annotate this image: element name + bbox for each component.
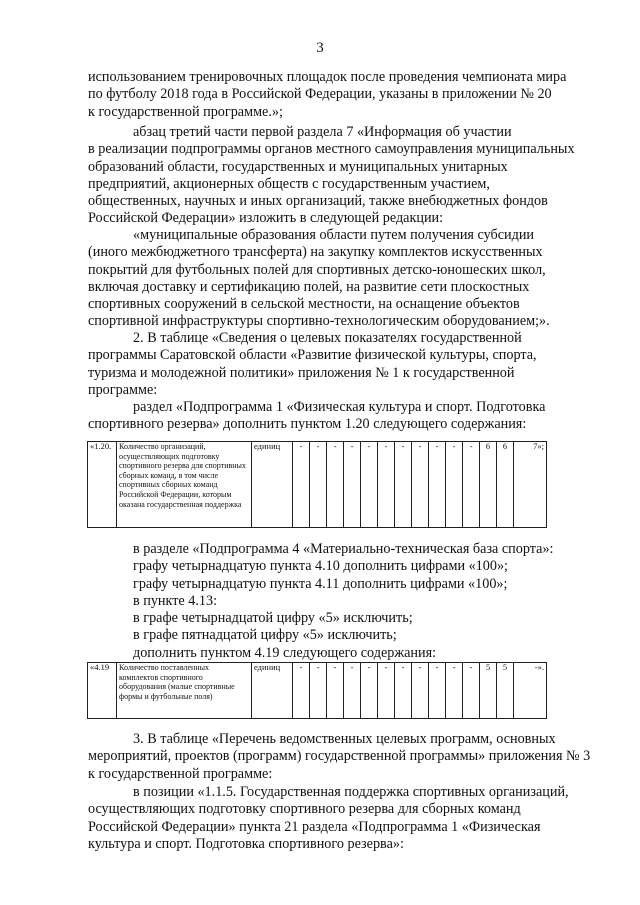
table-cell: - [463, 663, 480, 719]
text-line: в пункте 4.13: [133, 592, 218, 609]
table-cell: - [395, 663, 412, 719]
text-line: графу четырнадцатую пункта 4.10 дополнить цифрами «100»; [133, 558, 508, 575]
table-cell: - [429, 442, 446, 528]
text-line: по футболу 2018 года в Российской Федерации, указаны в приложении № 20 [88, 86, 552, 103]
text-line: в графе пятнадцатой цифру «5» исключить; [133, 627, 397, 644]
row-number: «1.20. [88, 442, 117, 528]
table-cell: - [327, 442, 344, 528]
table-cell: - [378, 663, 395, 719]
text-line: к государственной программе: [88, 765, 273, 782]
text-line: осуществляющих подготовку спортивного резерва для сборных команд [88, 801, 521, 818]
table-row [88, 442, 547, 528]
paragraph-section4 [133, 541, 553, 662]
row-description: Количество организаций, осуществляющих подготовку спортивного резерва для спортивных сборных команд, в том числе спортивных сборных команд Российской Федерации, которым оказана государственная поддержка [117, 442, 252, 528]
text-line: спортивной инфраструктуры спортивно-технологическим оборудованием;». [88, 313, 550, 330]
text-line: (иного межбюджетного трансферта) на закупку комплектов искусственных [88, 244, 543, 261]
paragraph-item2 [88, 330, 570, 399]
text-line: Российской Федерации» изложить в следующей редакции: [88, 210, 444, 227]
text-line: в позиции «1.1.5. Государственная поддержка спортивных организаций, [133, 784, 569, 800]
text-line: образований области, государственных и муниципальных унитарных [88, 158, 508, 175]
row-unit: единиц [252, 442, 293, 528]
paragraph-section7 [88, 124, 575, 228]
text-line: Российской Федерации» пункта 21 раздела «Подпрограмма 1 «Физическая [88, 818, 541, 835]
text-line: предприятий, акционерных обществ с государственным участием, [88, 175, 490, 192]
table-row [88, 663, 547, 719]
paragraph-section1 [88, 399, 570, 434]
text-line: «муниципальные образования области путем получения субсидии [133, 227, 535, 243]
table-cell: - [327, 663, 344, 719]
table-cell: - [446, 442, 463, 528]
table-cell: - [361, 663, 378, 719]
table-cell: - [429, 663, 446, 719]
text-line: использованием тренировочных площадок после проведения чемпионата мира [88, 69, 567, 85]
text-line: в реализации подпрограммы органов местного самоуправления муниципальных [88, 141, 575, 158]
text-line: культура и спорт. Подготовка спортивного резерва»: [88, 835, 404, 852]
table-cell-last: 7»; [514, 442, 547, 528]
table-cell: - [310, 663, 327, 719]
table-cell: - [412, 663, 429, 719]
table-cell: - [293, 663, 310, 719]
paragraph-position-1-1-5 [88, 784, 570, 853]
text-line: программы Саратовской области «Развитие физической культуры, спорта, [88, 347, 537, 364]
text-line: включая доставку и сертификацию полей, на развитие сети плоскостных [88, 278, 530, 295]
text-line: общественных, научных и иных организаций, также внебюджетных фондов [88, 193, 548, 210]
indicator-table-4-19 [87, 662, 547, 719]
paragraph-continuation [88, 69, 570, 121]
table-cell-last: -». [514, 663, 547, 719]
table-cell: - [310, 442, 327, 528]
text-line: 3. В таблице «Перечень ведомственных целевых программ, основных [133, 731, 556, 747]
table-cell: 6 [497, 442, 514, 528]
text-line: к государственной программе.»; [88, 103, 283, 120]
page-number: 3 [316, 40, 324, 56]
text-line: покрытий для футбольных полей для спортивных детско-юношеских школ, [88, 261, 546, 278]
text-line: абзац третий части первой раздела 7 «Информация об участии [133, 124, 512, 140]
table-cell: 5 [480, 663, 497, 719]
table-cell: - [463, 442, 480, 528]
indicator-table-1-20 [87, 441, 547, 528]
row-description: Количество поставленных комплектов спортивного оборудования (малые спортивные формы и футбольные поля) [117, 663, 252, 719]
table-cell: 5 [497, 663, 514, 719]
table-cell: - [293, 442, 310, 528]
text-line: мероприятий, проектов (программ) государственной программы» приложения № 3 [88, 748, 591, 765]
table-cell: - [446, 663, 463, 719]
text-line: спортивного резерва» дополнить пунктом 1.20 следующего содержания: [88, 416, 527, 433]
text-line: туризма и молодежной политики» приложения № 1 к государственной [88, 364, 515, 381]
text-line: программе: [88, 381, 158, 398]
row-unit: единиц [252, 663, 293, 719]
table-cell: - [344, 663, 361, 719]
text-line: в графе четырнадцатой цифру «5» исключить; [133, 610, 413, 627]
text-line: в разделе «Подпрограмма 4 «Материально-техническая база спорта»: [133, 541, 554, 557]
text-line: раздел «Подпрограмма 1 «Физическая культура и спорт. Подготовка [133, 399, 546, 415]
table-cell: - [412, 442, 429, 528]
table-cell: - [344, 442, 361, 528]
table-cell: - [395, 442, 412, 528]
table-cell: - [378, 442, 395, 528]
text-line: спортивных сооружений в сельской местности, на оснащение объектов [88, 296, 520, 313]
text-line: дополнить пунктом 4.19 следующего содержания: [133, 644, 437, 661]
paragraph-new-wording [88, 227, 570, 331]
text-line: графу четырнадцатую пункта 4.11 дополнить цифрами «100»; [133, 575, 508, 592]
paragraph-item3 [88, 731, 591, 783]
row-number: «4.19 [88, 663, 117, 719]
text-line: 2. В таблице «Сведения о целевых показателях государственной [133, 330, 522, 346]
table-cell: - [361, 442, 378, 528]
table-cell: 6 [480, 442, 497, 528]
